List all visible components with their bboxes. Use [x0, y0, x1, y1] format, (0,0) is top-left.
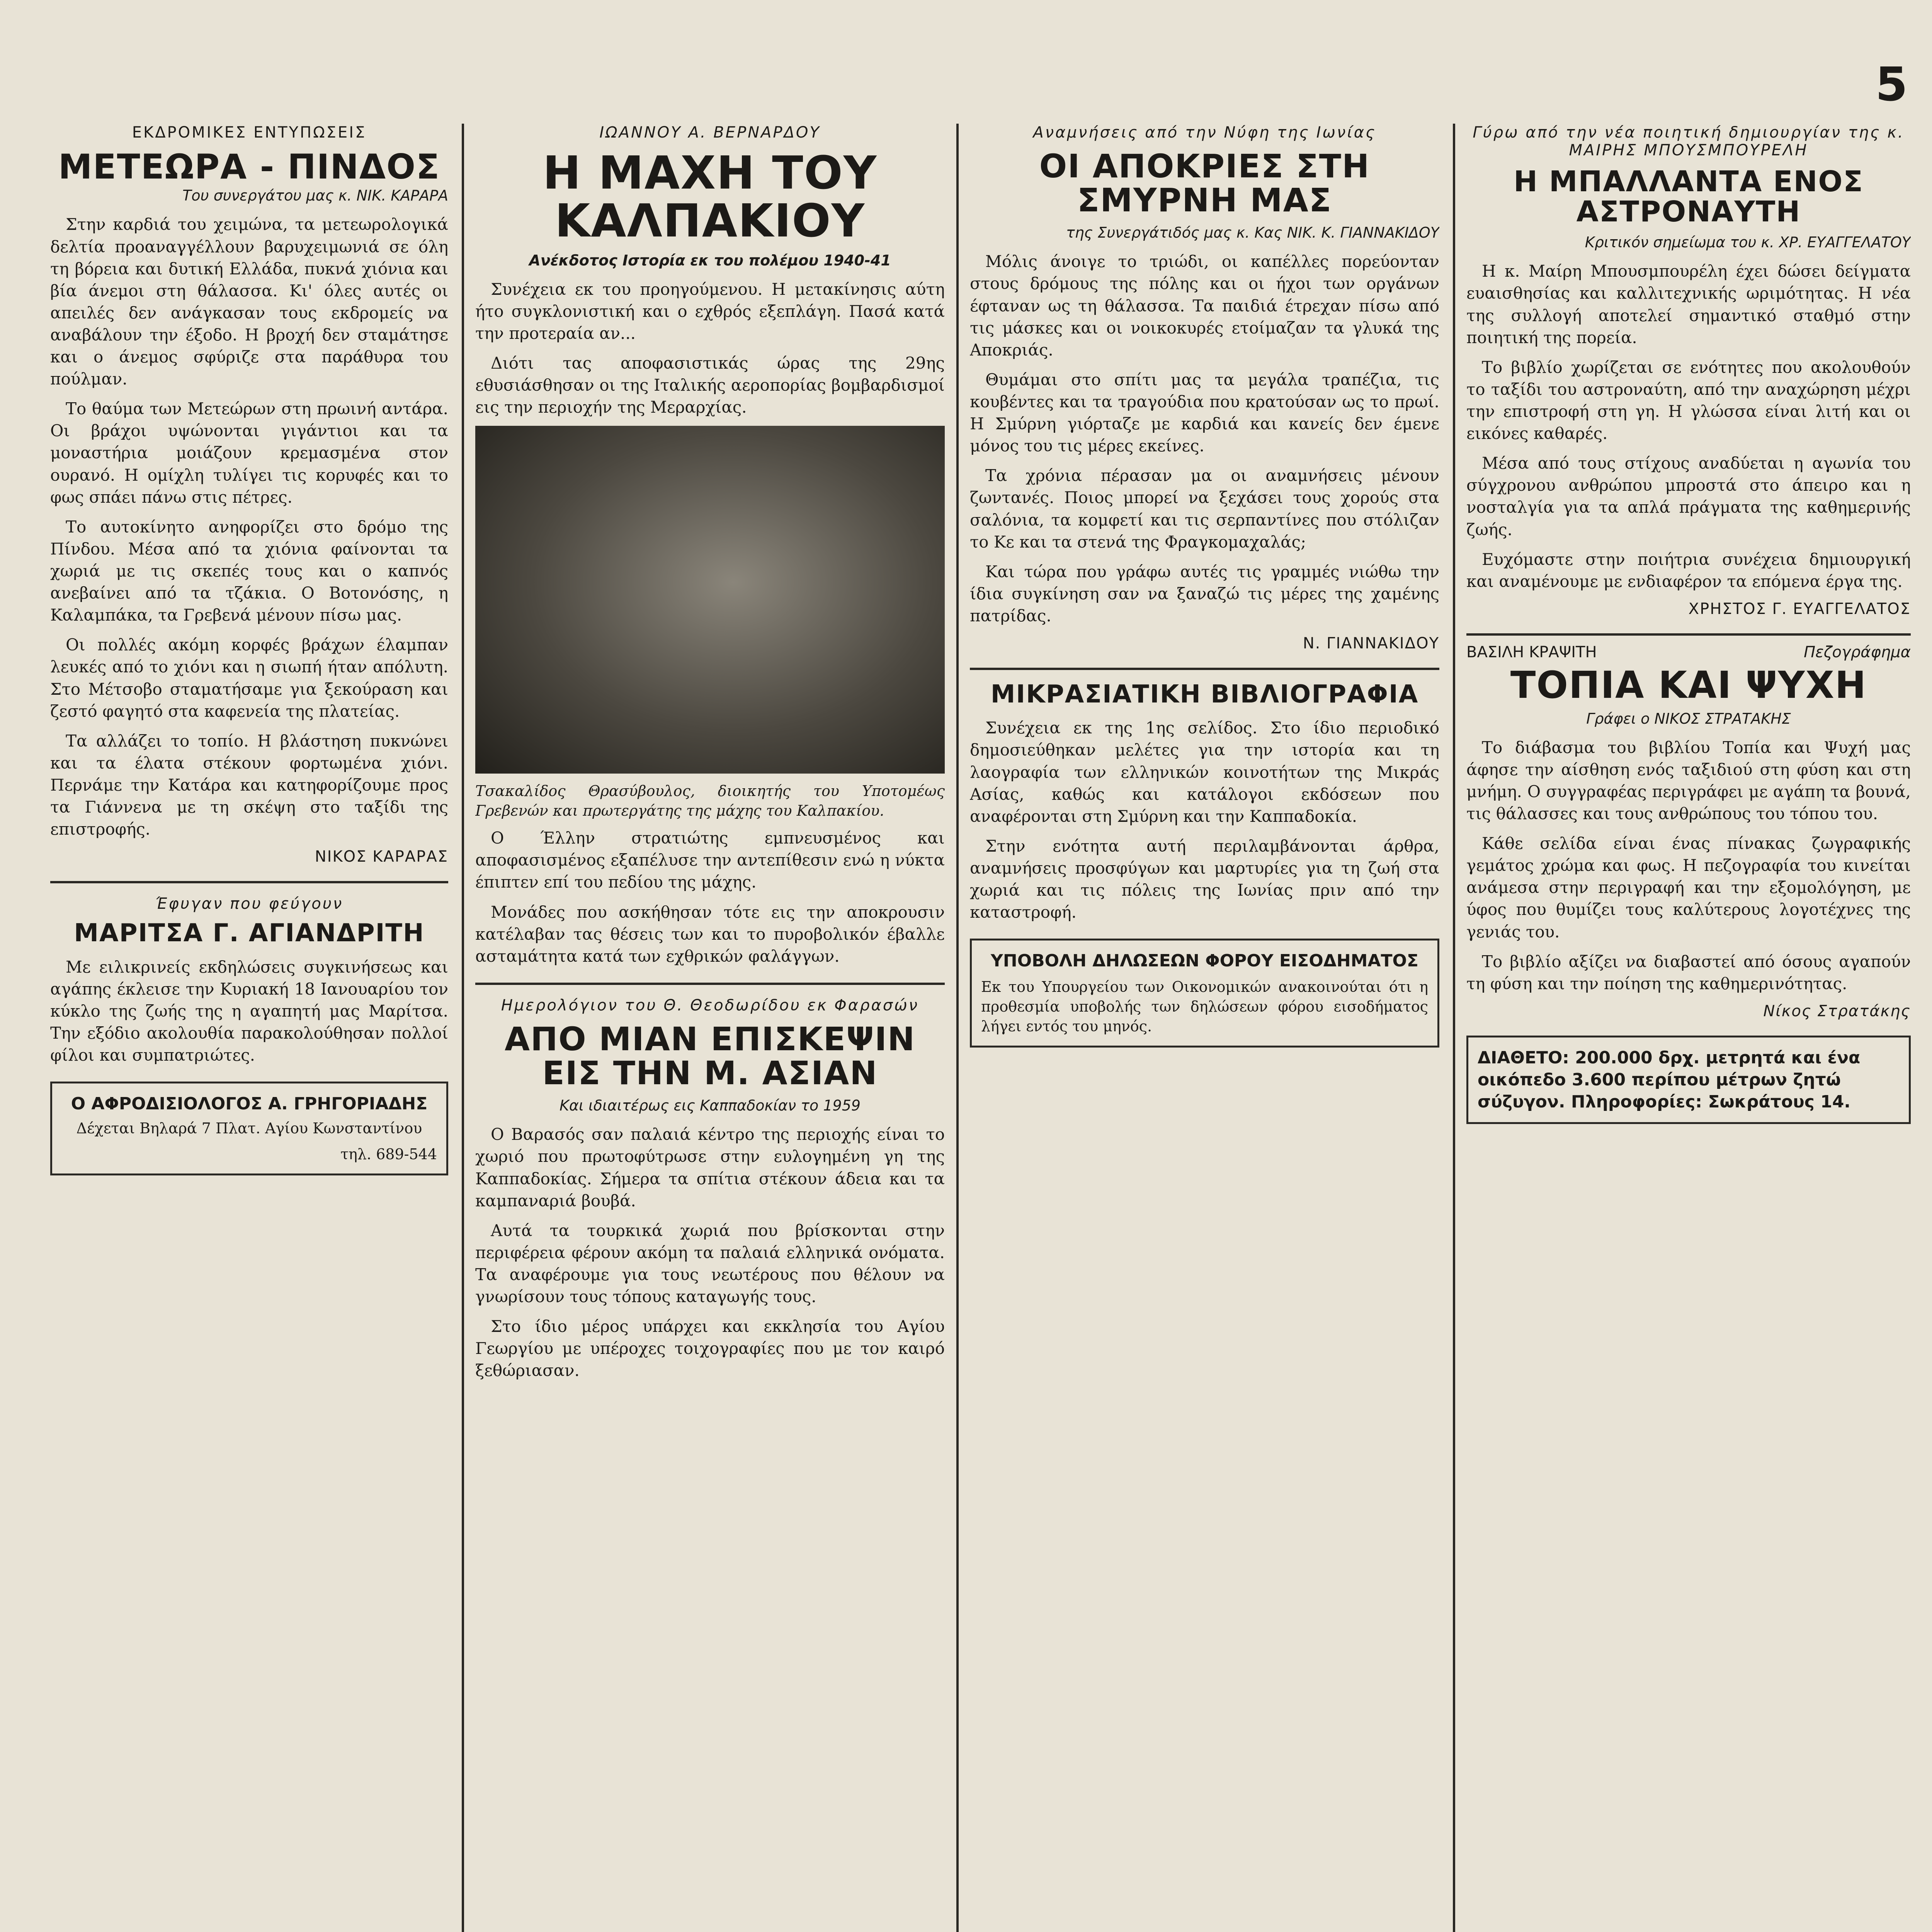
article-kicker: ΕΚΔΡΟΜΙΚΕΣ ΕΝΤΥΠΩΣΕΙΣ: [132, 124, 367, 141]
article-headline: Η ΜΑΧΗ ΤΟΥ ΚΑΛΠΑΚΙΟΥ: [543, 146, 878, 247]
column-rule: [956, 124, 959, 1932]
article-byline: της Συνεργάτιδός μας κ. Κας ΝΙΚ. Κ. ΓΙΑΝΝΑΚΙΔΟΥ: [1066, 224, 1439, 242]
memorial-kicker: Έφυγαν που φεύγουν: [155, 895, 344, 913]
article-paragraph: Οι πολλές ακόμη κορφές βράχων έλαμπαν λευκές από το χιόνι και η σιωπή ήταν απόλυτη. Στο Μέτσοβο σταματήσαμε για ξεκούραση και ζεστό φαγητό στα καφενεία της πλατείας.: [50, 635, 448, 721]
memorial-text: Με ειλικρινείς εκδηλώσεις συγκινήσεως και αγάπης έκλεισε την Κυριακή 18 Ιανουαρίου τον κύκλο της ζωής της η αγαπητή μας Μαρίτσα. Την εξόδιο ακολουθία παρακολούθησαν πολλοί φίλοι και συμπατριώτες.: [50, 957, 448, 1065]
ad-name: Ο ΑΦΡΟΔΙΣΙΟΛΟΓΟΣ Α. ΓΡΗΓΟΡΙΑΔΗΣ: [71, 1094, 428, 1114]
article-paragraph: Στην ενότητα αυτή περιλαμβάνονται άρθρα, αναμνήσεις προσφύγων και μαρτυρίες για τη ζωή στα χωριά και τις πόλεις της Ιωνίας πριν από την καταστροφή.: [970, 836, 1439, 922]
page-number: 5: [1875, 58, 1908, 112]
article-paragraph: Αυτά τα τουρκικά χωριά που βρίσκονται στην περιφέρεια φέρουν ακόμη τα παλαιά ελληνικά ονόματα. Τα αναφέρουμε για τους νεωτέρους που θέλουν να γνωρίσουν τους τόπους καταγωγής τους.: [475, 1221, 945, 1306]
article-paragraph: Το βιβλίο χωρίζεται σε ενότητες που ακολουθούν το ταξίδι του αστροναύτη, από την αναχώρηση μέχρι την επιστροφή στη γη. Η γλώσσα είναι λιτή και οι εικόνες καθαρές.: [1466, 357, 1911, 443]
photo-caption: Τσακαλίδος Θρασύβουλος, διοικητής του Υποτομέως Γρεβενών και πρωτεργάτης της μάχης του Καλπακίου.: [475, 782, 945, 820]
article-signature: ΧΡΗΣΤΟΣ Γ. ΕΥΑΓΓΕΛΑΤΟΣ: [1688, 600, 1911, 618]
story-author: ΒΑΣΙΛΗ ΚΡΑΨΙΤΗ: [1466, 643, 1597, 661]
portrait-photo: [475, 426, 945, 774]
classified-advertisement: [1466, 1036, 1911, 1124]
notice-text: Εκ του Υπουργείου των Οικονομικών ανακοινούται ότι η προθεσμία υποβολής των δηλώσεων φόρου εισοδήματος λήγει εντός του μηνός.: [981, 978, 1428, 1035]
article-paragraph: Ο Έλλην στρατιώτης εμπνευσμένος και αποφασισμένος εξαπέλυσε την αντεπίθεσιν ενώ η νύκτα έπιπτεν επί του πεδίου της μάχης.: [475, 828, 945, 892]
article-headline: ΟΙ ΑΠΟΚΡΙΕΣ ΣΤΗ ΣΜΥΡΝΗ ΜΑΣ: [1039, 147, 1370, 219]
article-headline: ΜΕΤΕΩΡΑ - ΠΙΝΔΟΣ: [58, 147, 440, 187]
article-paragraph: Στην καρδιά του χειμώνα, τα μετεωρολογικά δελτία προαναγγέλλουν βαρυχειμωνιά σε όλη τη βόρεια και δυτική Ελλάδα, πυκνά χιόνια και βία άνεμοι στη θάλασσα. Κι' όλες αυτές οι απειλές δεν ανάγκασαν τους εκδρομείς να αναβάλουν την έξοδο. Η βροχή δεν σταμάτησε και ο άνεμος σφύριζε στα παράθυρα του πούλμαν.: [50, 215, 448, 389]
article-paragraph: Το διάβασμα του βιβλίου Τοπία και Ψυχή μας άφησε την αίσθηση ενός ταξιδιού στη φύση και στη μνήμη. Ο συγγραφέας περιγράφει με αγάπη τα βουνά, τις θάλασσες και τους ανθρώπους του τόπου του.: [1466, 738, 1911, 823]
article-subhead: Και ιδιαιτέρως εις Καππαδοκίαν το 1959: [559, 1097, 861, 1114]
article-paragraph: Μέσα από τους στίχους αναδύεται η αγωνία του σύγχρονου ανθρώπου μπροστά στο άπειρο και η νοσταλγία για τα απλά πράγματα της καθημερινής ζωής.: [1466, 454, 1911, 539]
memorial-title: ΜΑΡΙΤΣΑ Γ. ΑΓΙΑΝΔΡΙΤΗ: [74, 919, 425, 948]
article-headline: ΑΠΟ ΜΙΑΝ ΕΠΙΣΚΕΨΙΝ ΕΙΣ ΤΗΝ Μ. ΑΣΙΑΝ: [504, 1020, 916, 1092]
section-divider: [970, 668, 1439, 670]
article-subhead: Γράφει ο ΝΙΚΟΣ ΣΤΡΑΤΑΚΗΣ: [1586, 710, 1791, 727]
article-kicker: Γύρω από την νέα ποιητική δημιουργίαν της κ. ΜΑΙΡΗΣ ΜΠΟΥΣΜΠΟΥΡΕΛΗ: [1473, 124, 1905, 159]
article-paragraph: Συνέχεια εκ του προηγούμενου. Η μετακίνησις αύτη ήτο συγκλονιστική και ο εχθρός εξεπλάγη. Πασά κατά την προτεραία αν...: [475, 279, 945, 343]
article-paragraph: Το βιβλίο αξίζει να διαβαστεί από όσους αγαπούν τη φύση και την ποίηση της καθημερινότητας.: [1466, 952, 1911, 993]
article-byline: Κριτικόν σημείωμα του κ. ΧΡ. ΕΥΑΓΓΕΛΑΤΟΥ: [1585, 234, 1911, 251]
column-4: [1466, 124, 1911, 1932]
article-kicker: Ημερολόγιον του Θ. Θεοδωρίδου εκ Φαρασών: [501, 996, 919, 1014]
article-paragraph: Κάθε σελίδα είναι ένας πίνακας ζωγραφικής γεμάτος χρώμα και φως. Η πεζογραφία του κινείται ανάμεσα στην περιγραφή και την εξομολόγηση, με ύφος που θυμίζει τους καλύτερους λογοτέχνες της γενιάς του.: [1466, 834, 1911, 941]
article-paragraph: Μόλις άνοιγε το τριώδι, οι καπέλλες πορεύονταν στους δρόμους της πόλης και οι ήχοι των οργάνων έφταναν ως τη θάλασσα. Τα παιδιά έτρεχαν πίσω από τις μάσκες και οι νοικοκυρές ετοίμαζαν τα γλυκά της Αποκριάς.: [970, 252, 1439, 359]
column-2: [475, 124, 945, 1932]
article-headline: ΤΟΠΙΑ ΚΑΙ ΨΥΧΗ: [1510, 663, 1867, 707]
article-paragraph: Η κ. Μαίρη Μπουσμπουρέλη έχει δώσει δείγματα ευαισθησίας και καλλιτεχνικής ωριμότητας. Η νέα της συλλογή αποτελεί σημαντικό σταθμό στην ποιητική της πορεία.: [1466, 262, 1911, 347]
article-paragraph: Διότι τας αποφασιστικάς ώρας της 29ης εθυσιάσθησαν οι της Ιταλικής αεροπορίας βομβαρδισμοί εις την περιοχήν της Μεραρχίας.: [475, 354, 945, 417]
article-paragraph: Μονάδες που ασκήθησαν τότε εις την αποκρουσιν κατέλαβαν τας θέσεις των και το πυροβολικόν έβαλλε ασταμάτητα κατά των εχθρικών φαλάγγων.: [475, 902, 945, 966]
article-paragraph: Συνέχεια εκ της 1ης σελίδος. Στο ίδιο περιοδικό δημοσιεύθηκαν μελέτες για την ιστορία και τη λαογραφία των ελληνικών κοινοτήτων της Μικράς Ασίας, καθώς και κατάλογοι εκδόσεων που αναφέρονται στη Σμύρνη και την Καππαδοκία.: [970, 718, 1439, 826]
doctor-advertisement: [50, 1082, 448, 1175]
section-divider: [1466, 633, 1911, 636]
ad-phone: τηλ. 689-544: [340, 1146, 437, 1163]
article-subhead: Ανέκδοτος Ιστορία εκ του πολέμου 1940-41: [529, 252, 891, 269]
article-paragraph: Ευχόμαστε στην ποιήτρια συνέχεια δημιουργική και αναμένουμε με ενδιαφέρον τα επόμενα έργα της.: [1466, 549, 1911, 591]
article-paragraph: Τα αλλάζει το τοπίο. Η βλάστηση πυκνώνει και τα έλατα στέκουν φορτωμένα χιόνι. Περνάμε την Κατάρα και κατηφορίζουμε προς τα Γιάννενα με τη σκέψη στο ταξίδι της επιστροφής.: [50, 731, 448, 839]
article-signature: Ν. ΓΙΑΝΝΑΚΙΔΟΥ: [1303, 634, 1439, 653]
notice-title: ΥΠΟΒΟΛΗ ΔΗΛΩΣΕΩΝ ΦΟΡΟΥ ΕΙΣΟΔΗΜΑΤΟΣ: [991, 951, 1418, 971]
column-3: [970, 124, 1439, 1932]
classified-text: ΔΙΑΘΕΤΟ: 200.000 δρχ. μετρητά και ένα οικόπεδο 3.600 περίπου μέτρων ζητώ σύζυγον. Πληροφορίες: Σωκράτους 14.: [1478, 1048, 1861, 1112]
article-paragraph: Και τώρα που γράφω αυτές τις γραμμές νιώθω την ίδια συγκίνηση σαν να ξαναζώ τις μέρες της χαμένης πατρίδας.: [970, 562, 1439, 626]
article-author: ΙΩΑΝΝΟΥ Α. ΒΕΡΝΑΡΔΟΥ: [599, 124, 821, 141]
article-signature: Νίκος Στρατάκης: [1763, 1002, 1911, 1020]
story-genre: Πεζογράφημα: [1804, 643, 1911, 661]
article-headline: Η ΜΠΑΛΛΑΝΤΑ ΕΝΟΣ ΑΣΤΡΟΝΑΥΤΗ: [1514, 165, 1864, 228]
article-paragraph: Ο Βαρασός σαν παλαιά κέντρο της περιοχής είναι το χωριό που πρωτοφύτρωσε στην ευλογημένη γη της Καππαδοκίας. Σήμερα τα σπίτια στέκουν άδεια και τα καμπαναριά βουβά.: [475, 1125, 945, 1210]
article-byline: Του συνεργάτου μας κ. ΝΙΚ. ΚΑΡΑΡΑ: [182, 187, 448, 204]
article-kicker: Αναμνήσεις από την Νύφη της Ιωνίας: [1033, 124, 1376, 141]
column-1: [50, 124, 448, 1932]
article-paragraph: Θυμάμαι στο σπίτι μας τα μεγάλα τραπέζια, τις κουβέντες και τα τραγούδια που κρατούσαν ως το πρωί. Η Σμύρνη γιόρταζε με καρδιά και κανείς δεν έμενε μόνος του τις μέρες εκείνες.: [970, 370, 1439, 456]
ad-address: Δέχεται Βηλαρά 7 Πλατ. Αγίου Κωνσταντίνου: [76, 1120, 422, 1137]
story-header-row: [1466, 643, 1911, 661]
section-divider: [475, 983, 945, 985]
tax-notice-box: [970, 939, 1439, 1048]
article-signature: ΝΙΚΟΣ ΚΑΡΑΡΑΣ: [315, 848, 448, 866]
article-paragraph: Στο ίδιο μέρος υπάρχει και εκκλησία του Αγίου Γεωργίου με υπέροχες τοιχογραφίες που με τον καιρό ξεθώριασαν.: [475, 1317, 945, 1380]
article-paragraph: Το αυτοκίνητο ανηφορίζει στο δρόμο της Πίνδου. Μέσα από τα χιόνια φαίνονται τα χωριά με τις σκεπές τους και ο καπνός ανεβαίνει από τα τζάκια. Ο Βοτονόσης, η Καλαμπάκα, τα Γρεβενά μένουν πίσω μας.: [50, 517, 448, 625]
column-rule: [1453, 124, 1455, 1932]
article-paragraph: Το θαύμα των Μετεώρων στη πρωινή αντάρα. Οι βράχοι υψώνονται γιγάντιοι και τα μοναστήρια μοιάζουν κρεμασμένα στον ουρανό. Η ομίχλη τυλίγει τις κορυφές και το φως σπάει πάνω στις πέτρες.: [50, 399, 448, 507]
section-divider: [50, 881, 448, 883]
article-paragraph: Τα χρόνια πέρασαν μα οι αναμνήσεις μένουν ζωντανές. Ποιος μπορεί να ξεχάσει τους χορούς στα σαλόνια, τα κομφετί και τις σερπαντίνες που στόλιζαν το Κε και τα στενά της Φραγκομαχαλάς;: [970, 466, 1439, 551]
article-headline: ΜΙΚΡΑΣΙΑΤΙΚΗ ΒΙΒΛΙΟΓΡΑΦΙΑ: [990, 680, 1419, 709]
column-rule: [462, 124, 464, 1932]
